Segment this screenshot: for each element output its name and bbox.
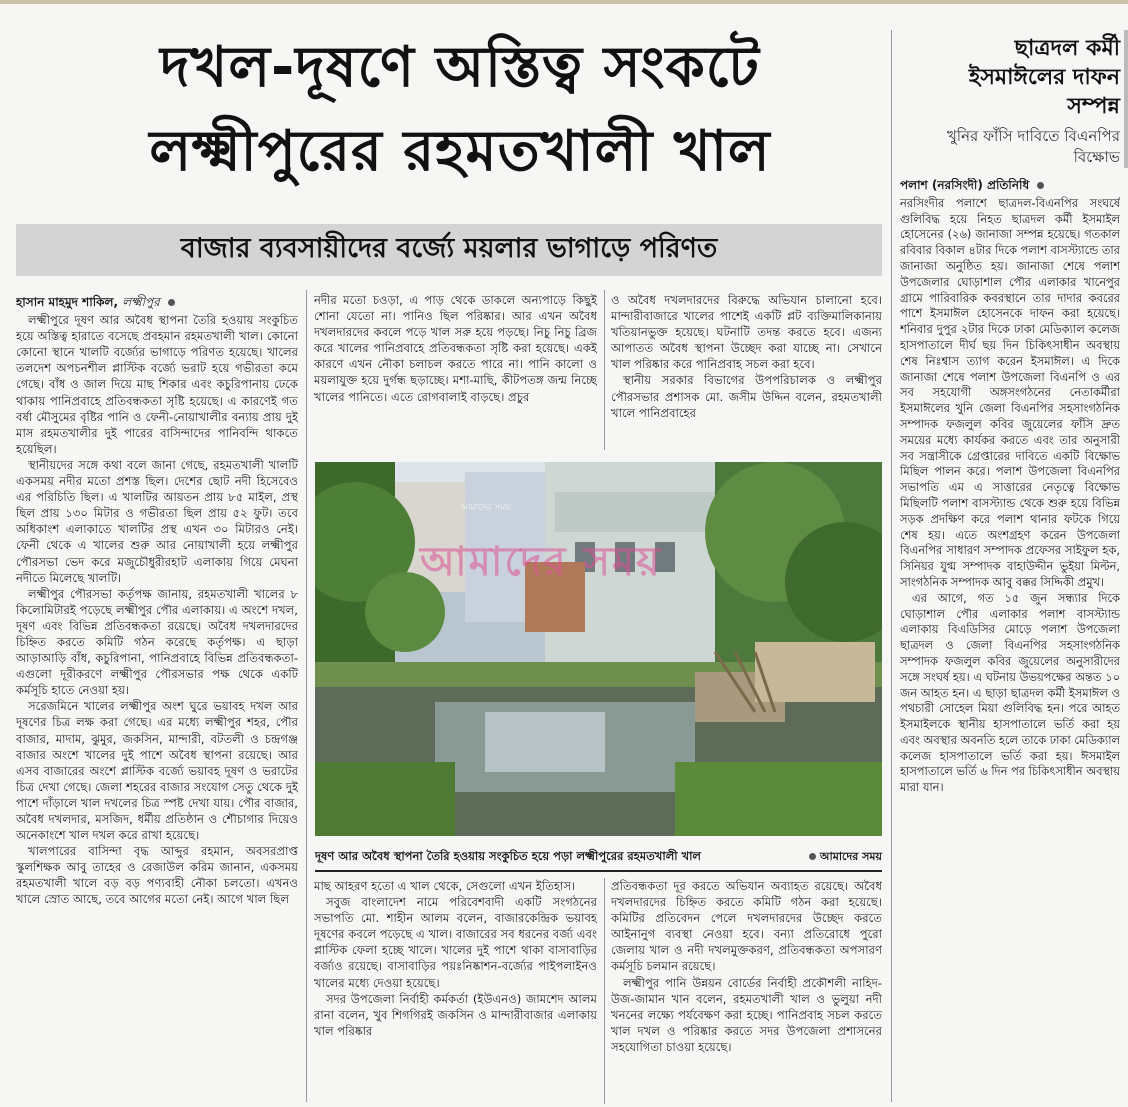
bullet-icon — [1037, 182, 1044, 189]
paragraph: প্রতিবন্ধকতা দূর করতে অভিযান অব্যাহত রয়েছে। অবৈধ দখলদারদের চিহ্নিত করতে কমিটি গঠন করা হয়েছে। কমিটির প্রতিবেদন পেলে দখলদারদের উচ্ছেদ করতে আইনানুগ ব্যবস্থা নেওয়া হবে। বন্যা প্রতিরোধে পুরো জেলায় খাল ও নদী দখলমুক্তকরণ, প্রতিবন্ধকতা অপসারণ কর্মসূচি চলমান রয়েছে। — [611, 879, 882, 974]
photo-watermark: আমাদের সময় — [420, 539, 662, 585]
side-story-column — [900, 178, 1120, 1104]
headline-line-1: দখল-দূষণে অস্তিত্ব সংকটে — [160, 35, 760, 100]
side-byline-text: পলাশ (নরসিংদী) প্রতিনিধি — [900, 178, 1030, 192]
canal-photo — [315, 462, 882, 836]
story-column-3-bottom — [611, 878, 882, 1104]
paragraph: মাছ আহরণ হতো এ খাল থেকে, সেগুলো এখন ইতিহাস। — [314, 879, 576, 893]
caption-rule — [315, 870, 882, 872]
side-byline — [900, 178, 1120, 194]
paragraph: খালপারের বাসিন্দা বৃদ্ধ আব্দুর রহমান, অবসরপ্রাপ্ত স্কুলশিক্ষক আবু তাহের ও রেজাউল করিম জানান, একসময় রহমতখালী খালে বড় বড় পণ্যবাহী নৌকা চলতো। এখনও খালে স্রোত আছে, তবে আগের মতো নেই। আগে খাল ছিল — [16, 844, 298, 907]
story-column-1 — [16, 294, 298, 1104]
byline-place: লক্ষ্মীপুর — [122, 295, 160, 309]
side-headline: ছাত্রদল কর্মী ইসমাঈলের দাফন সম্পন্ন — [968, 36, 1120, 119]
subheadline: বাজার ব্যবসায়ীদের বর্জ্যে ময়লার ভাগাড়ে পরিণত — [180, 232, 718, 264]
bullet-icon — [168, 299, 175, 306]
author-name: হাসান মাহমুদ শাকিল, — [16, 295, 119, 309]
paragraph: নরসিংদীর পলাশে ছাত্রদল-বিএনপির সংঘর্ষে গুলিবিদ্ধ হয়ে নিহত ছাত্রদল কর্মী ইসমাইল হোসেনের (২৬) জানাজা সম্পন্ন হয়েছে। গতকাল রবিবার বিকাল ৪টার দিকে পলাশ বাসস্ট্যান্ডে তার জানাজা অনুষ্ঠিত হয়। জানাজা শেষে পলাশ উপজেলার ঘোড়াশাল পৌর এলাকার খানেপুর গ্রামে পারিবারিক কবরস্থানে তার দাদার কবরের পাশে ইসমাঈল হোসেনকে দাফন করা হয়েছে। শনিবার দুপুর ২টার দিকে ঢাকা মেডিক্যাল কলেজ হাসপাতালে দীর্ঘ ছয় দিন চিকিৎসাধীন অবস্থায় শেষ নিঃশ্বাস ত্যাগ করেন ইসমাঈল। এ দিকে জানাজা শেষে পলাশ উপজেলা বিএনপি ও এর সব সহযোগী অঙ্গসংগঠনের নেতাকর্মীরা ইসমাঈলের খুনি জেলা বিএনপির সহসাংগঠনিক সম্পাদক ফজলুল কবির জুয়েলের ফাঁসি দ্রুত সময়ের মধ্যে কার্যকর করতে এবং তার অনুসারী সব সন্ত্রাসীকে গ্রেপ্তারের দাবিতে একটি বিক্ষোভ মিছিল পালন করে। পলাশ উপজেলা বিএনপির সভাপতি এম এ সাত্তারের নেতৃত্বে বিক্ষোভ মিছিলটি পলাশ বাসস্ট্যান্ড থেকে শুরু হয়ে বিভিন্ন সড়ক প্রদক্ষিণ করে পলাশ থানার ফটকে গিয়ে শেষ হয়। এতে অংশগ্রহণ করেন উপজেলা বিএনপির সাধারণ সম্পাদক প্রফেসর সাইফুল হক, সিনিয়র যুগ্ম সম্পাদক বাহাউদ্দীন ভুইয়া মিল্টন, সাংগঠনিক সম্পাদক আবু বক্কর সিদ্দিকী প্রমুখ। — [900, 195, 1120, 589]
story-column-2-top — [314, 292, 597, 454]
side-accent-bar — [1124, 30, 1128, 168]
paragraph: নদীর মতো চওড়া, এ পাড় থেকে ডাকলে অন্যপাড়ে কিছুই শোনা যেতো না। পানিও ছিল পরিষ্কার। আর এখন অবৈধ দখলদারদের কবলে পড়ে খাল সরু হয়ে পড়ছে। নিচু নিচু ব্রিজ করে খালের পানিপ্রবাহে প্রতিবন্ধকতা সৃষ্টি করা হয়েছে। একই কারণে এখন নৌকা চলাচল করতে পারে না। পানি কালো ও ময়লাযুক্ত হয়ে দুর্গন্ধ ছড়াচ্ছে। মশা-মাছি, কীটপতঙ্গ জন্ম নিচ্ছে খালের পানিতে। এতে রোগবালাই বাড়ছে। প্রচুর — [314, 293, 597, 404]
story-column-3-top — [611, 292, 882, 454]
paragraph: এর আগে, গত ১৫ জুন সন্ধ্যার দিকে ঘোড়াশাল পৌর এলাকার পলাশ বাসস্ট্যান্ড এলাকায় বিএডিসির মোড়ে পলাশ উপজেলা ছাত্রদল ও জেলা বিএনপির সহসাংগঠনিক সম্পাদক ফজলুল কবির জুয়েলের অনুসারীদের সঙ্গে সংঘর্ষ হয়। এ ঘটনায় উভয়পক্ষের অন্তত ১০ জন আহত হন। এ ছাড়া ছাত্রদল কর্মী ইসমাঈল ও পথচারী সোহেল মিয়া গুলিবিদ্ধ হন। পরে আহত ইসমাইলকে স্থানীয় হাসপাতালে ভর্তি করা হয় এবং অবস্থার অবনতি হলে তাকে ঢাকা মেডিক্যাল কলেজ হাসপাতালে ভর্তি করা হয়। ঈসমাইল হাসপাতালে ভর্তি ৬ দিন পর চিকিৎসাধীন অবস্থায় মারা যান। — [900, 590, 1120, 795]
photo-caption-row — [315, 846, 882, 868]
side-subheadline: খুনির ফাঁসি দাবিতে বিএনপির বিক্ষোভ — [946, 127, 1120, 166]
paragraph: লক্ষ্মীপুর পানি উন্নয়ন বোর্ডের নির্বাহী প্রকৌশলী নাহিদ-উজ-জামান খান বলেন, রহমতখালী খাল ও ভুলুয়া নদী খননের লক্ষ্যে পর্যবেক্ষণ করা হচ্ছে। পানিপ্রবাহ সচল করতে খাল দখল ও পরিষ্কার করতে সদর উপজেলা প্রশাসনের সহযোগিতা চাওয়া হয়েছে। — [611, 975, 882, 1054]
top-rule — [0, 0, 1128, 4]
paragraph: সদর উপজেলা নির্বাহী কর্মকর্তা (ইউএনও) জামশেদ আলম রানা বলেন, খুব শিগগিরই জকসিন ও মান্দারীবাজার এলাকায় খাল পরিষ্কার — [314, 991, 597, 1038]
story-column-2-bottom — [314, 878, 597, 1104]
headline-line-2: লক্ষ্মীপুরের রহমতখালী খাল — [149, 119, 771, 184]
byline — [16, 294, 298, 310]
paragraph: লক্ষ্মীপুর পৌরসভা কর্তৃপক্ষ জানায়, রহমতখালী খালের ৮ কিলোমিটারই পড়েছে লক্ষ্মীপুর পৌর এলাকায়। এ অংশে দখল, দূষণ এবং বিভিন্ন প্রতিবন্ধকতা রয়েছে। অবৈধ দখলদারদের চিহ্নিত করতে কমিটি গঠন করেছে কর্তৃপক্ষ। এ ছাড়া আড়াআড়ি বাঁধ, কচুরিপানা, পানিপ্রবাহে বিভিন্ন প্রতিবন্ধকতা- এগুলো দূরীকরণে লক্ষ্মীপুর পৌরসভার পক্ষ থেকে একটি কর্মসূচি হাতে নেওয়া হয়। — [16, 586, 298, 698]
column-divider — [306, 290, 307, 1102]
paragraph: ও অবৈধ দখলদারদের বিরুদ্ধে অভিযান চালানো হবে। মান্দারীবাজারে খালের পাশেই একটি প্লট ব্যক্তিমালিকানায় খতিয়ানভুক্ত হয়েছে। ঘটনাটি তদন্ত করতে হবে। এজন্য আপাতত অবৈধ স্থাপনা উচ্ছেদ করা যাচ্ছে না। সেখানে খাল পরিষ্কার করে পানিপ্রবাহ সচল করা হবে। — [611, 293, 882, 372]
paragraph: স্থানীয় সরকার বিভাগের উপপরিচালক ও লক্ষ্মীপুর পৌরসভার প্রশাসক মো. জসীম উদ্দিন বলেন, রহমতখালী খালে পানিপ্রবাহের — [611, 373, 882, 420]
paragraph: সরেজমিনে খালের লক্ষ্মীপুর অংশ ঘুরে ভয়াবহ দখল আর দূষণের চিত্র লক্ষ করা গেছে। এর মধ্যে লক্ষ্মীপুর শহর, পৌর বাজার, মাদাম, ঝুমুর, জকসিন, মান্দারী, বটতলী ও চন্দ্রগঞ্জ বাজার অংশে খালের দুই পাশে অবৈধ স্থাপনা রয়েছে। আর এসব বাজারের অংশে প্লাস্টিক বর্জ্যে ভয়াবহ দূষণ ও ভরাটের চিত্র দেখা গেছে। জেলা শহরের বাজার সংযোগ সেতু থেকে দুই পাশে দাঁড়ালে খাল দখলের চিত্র স্পষ্ট দেখা যায়। পৌর বাজার, অবৈধ দখলদার, মসজিদ, ধর্মীয় প্রতিষ্ঠান ও শৌচাগার দিয়েও অনেকাংশে খাল দখল করে রাখা হয়েছে। — [16, 699, 298, 843]
paragraph: স্থানীয়দের সঙ্গে কথা বলে জানা গেছে, রহমতখালী খালটি একসময় নদীর মতো প্রশস্ত ছিল। দেশের ছোট নদী হিসেবেও এর পরিচিতি ছিল। এ খালটির আয়তন প্রায় ৮৫ মাইল, প্রস্থ ছিল প্রায় ১৩০ মিটার ও গভীরতা ছিল প্রায় ৫২ ফুট। তবে অধিকাংশ এলাকাতে খালটির প্রস্থ এখন ৩০ মিটারও নেই। ফেনী থেকে এ খালের শুরু আর নোয়াখালী হয়ে লক্ষ্মীপুর পৌরসভা ভেদ করে মজুচৌধুরীরহাট এলাকায় গিয়ে মেঘনা নদীতে মিলেছে খালটি। — [16, 457, 298, 585]
photo-caption: দূষণ আর অবৈধ স্থাপনা তৈরি হওয়ায় সংকুচিত হয়ে পড়া লক্ষ্মীপুরের রহমতখালী খাল — [315, 848, 702, 863]
photo-watermark-small: আমাদের সময় — [460, 503, 511, 513]
column-divider — [604, 878, 605, 1104]
bullet-icon — [809, 853, 816, 860]
subheadline-bar — [16, 224, 882, 276]
paragraph: লক্ষ্মীপুরে দূষণ আর অবৈধ স্থাপনা তৈরি হওয়ায় সংকুচিত হয়ে অস্তিত্ব হারাতে বসেছে প্রবহমান রহমতখালী খাল। কোনো কোনো স্থানে খালটি বর্জ্যের ভাগাড়ে পরিণত হয়েছে। খালের তলদেশ অপচনশীল প্লাস্টিক বর্জ্যে ভরাট হয়ে গভীরতা কমে গেছে। বাঁধ ও জাল দিয়ে মাছ শিকার এবং কচুরিপানায় ঢেকে থাকায় পানিপ্রবাহে প্রতিবন্ধকতা সৃষ্টি হয়েছে। এ কারণেই গত বর্ষা মৌসুমের বৃষ্টির পানি ও ফেনী-নোয়াখালীর বন্যায় প্রায় দুই মাস রহমতখালীর দুই পারের বাসিন্দাদের পানিবন্দি থাকতে হয়েছিল। — [16, 313, 298, 456]
column-divider — [604, 290, 605, 450]
paragraph: সবুজ বাংলাদেশ নামে পরিবেশবাদী একটি সংগঠনের সভাপতি মো. শাহীন আলম বলেন, বাজারকেন্দ্রিক ভয়াবহ দূষণের কবলে পড়েছে এ খাল। বাজারের সব ধরনের বর্জ্য এবং প্লাস্টিক ফেলা হচ্ছে খালে। খালের দুই পাশে থাকা বাসাবাড়ির বর্জ্যও রয়েছে। বাসাবাড়ির পয়ঃনিষ্কাশন-বর্জ্যের পাইপলাইনও খালের মধ্যে দেওয়া হয়েছে। — [314, 895, 597, 990]
photo-credit-text: আমাদের সময় — [819, 849, 882, 863]
photo-credit — [809, 848, 882, 867]
column-divider — [891, 30, 892, 1102]
